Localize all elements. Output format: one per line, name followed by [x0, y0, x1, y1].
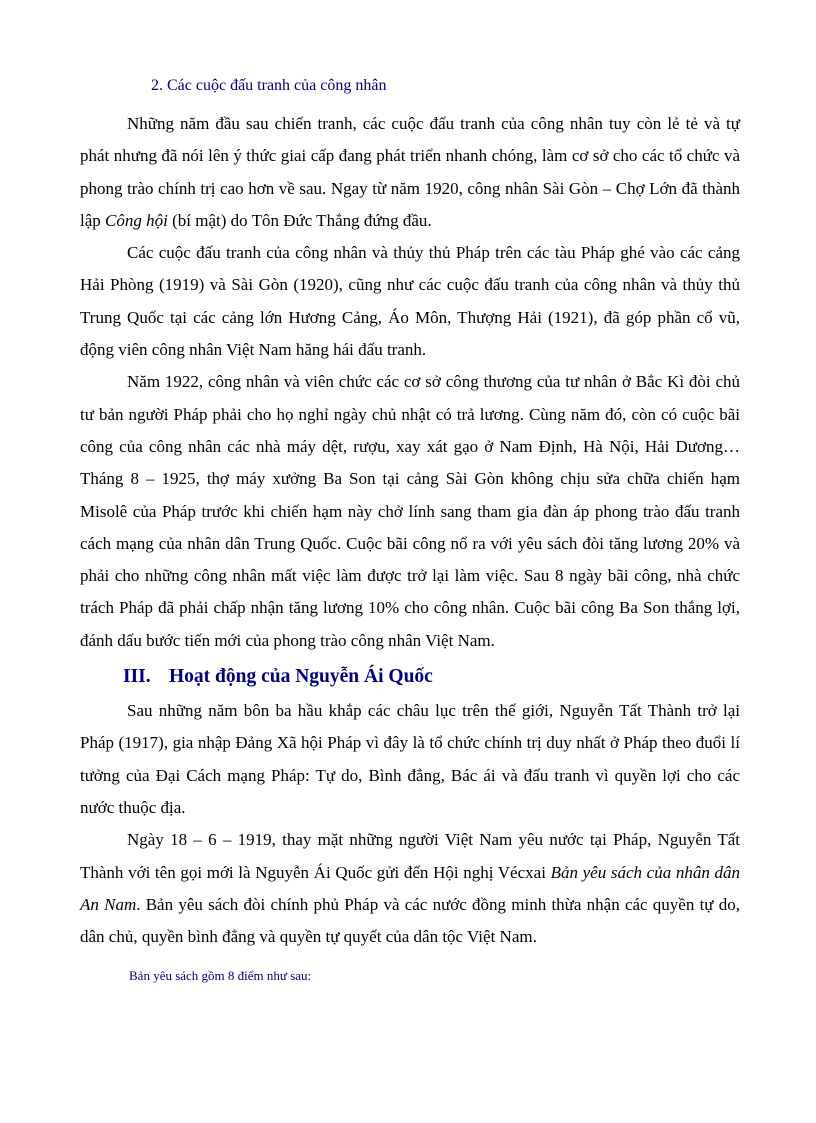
italic-title-petition: Bản yêu sách của nhân dân An Nam — [80, 862, 740, 914]
paragraph-text-tail: . Bản yêu sách đòi chính phủ Pháp và các nước đồng minh thừa nhận các quyền tự do, dân chủ, quyền bình đẳng và quyền tự quyết của dân tộc Việt Nam. — [80, 894, 741, 947]
document-page — [80, 72, 740, 987]
paragraph-text: Những năm đầu sau chiến tranh, các cuộc đấu tranh của công nhân tuy còn lẻ tẻ và tự phát nhưng đã nói lên ý thức giai cấp đang phát triển nhanh chóng, làm cơ sở cho các tổ chức và phong trào chính trị cao hơn về sau. Ngay từ năm 1920, công nhân Sài Gòn – Chợ Lớn đã thành lập — [80, 114, 740, 230]
paragraph-workers-early — [80, 108, 740, 237]
paragraph-nguyen-tat-thanh: Sau những năm bôn ba hầu khắp các châu lục trên thế giới, Nguyễn Tất Thành trở lại Pháp (1917), gia nhập Đảng Xã hội Pháp vì đây là tổ chức chính trị duy nhất ở Pháp theo đuổi lí tưởng của Đại Cách mạng Pháp: Tự do, Bình đẳng, Bác ái và đấu tranh vì quyền lợi cho các nước thuộc địa. — [80, 701, 740, 817]
section-2-heading: 2. Các cuộc đấu tranh của công nhân — [151, 77, 387, 94]
paragraph-versailles-petition — [80, 824, 740, 953]
paragraph-text-tail: (bí mật) do Tôn Đức Thắng đứng đầu. — [167, 210, 432, 230]
petition-points-note: Bản yêu sách gồm 8 điểm như sau: — [129, 968, 312, 984]
section-3-title: Hoạt động của Nguyễn Ái Quốc — [169, 666, 433, 688]
paragraph-sailors-strikes: Các cuộc đấu tranh của công nhân và thủy thủ Pháp trên các tàu Pháp ghé vào các cảng Hải Phòng (1919) và Sài Gòn (1920), cũng như các cuộc đấu tranh của công nhân và thủy thủ Trung Quốc tại các cảng lớn Hương Cảng, Áo Môn, Thượng Hải (1921), đã góp phần cổ vũ, động viên công nhân Việt Nam hăng hái đấu tranh. — [80, 243, 740, 360]
section-3-heading — [80, 661, 740, 693]
section-3-number: III. — [123, 666, 151, 688]
paragraph-ba-son-strike: Năm 1922, công nhân và viên chức các cơ sở công thương của tư nhân ở Bắc Kì đòi chủ tư bản người Pháp phải cho họ nghỉ ngày chủ nhật có trả lương. Cùng năm đó, còn có cuộc bãi công của công nhân các nhà máy dệt, rượu, xay xát gạo ở Nam Định, Hà Nội, Hải Dương… Tháng 8 – 1925, thợ máy xưởng Ba Son tại cảng Sài Gòn không chịu sửa chữa chiến hạm Misolê của Pháp trước khi chiến hạm này chở lính sang tham gia đàn áp phong trào đấu tranh cách mạng của nhân dân Trung Quốc. Cuộc bãi công nổ ra với yêu sách đòi tăng lương 20% và phải cho những công nhân mất việc làm được trở lại làm việc. Sau 8 ngày bãi công, nhà chức trách Pháp đã phải chấp nhận tăng lương 10% cho công nhân. Cuộc bãi công Ba Son thắng lợi, đánh dấu bước tiến mới của phong trào công nhân Việt Nam. — [80, 372, 740, 650]
paragraph-text: Ngày 18 – 6 – 1919, thay mặt những người Việt Nam yêu nước tại Pháp, Nguyễn Tất Thành với tên gọi mới là Nguyễn Ái Quốc gửi đến Hội nghị Vécxai — [80, 830, 740, 882]
italic-term-cong-hoi: Công hội — [105, 210, 168, 230]
